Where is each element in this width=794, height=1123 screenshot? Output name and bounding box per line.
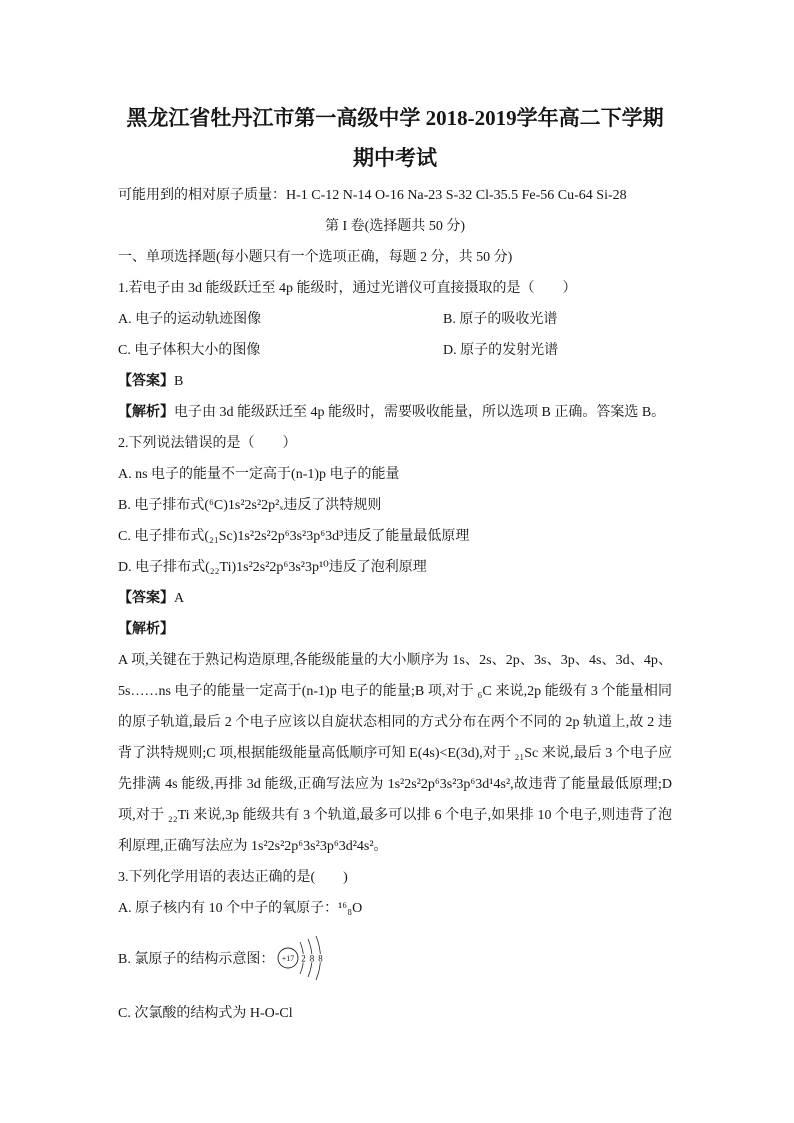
analysis-text: 电子由 3d 能级跃迁至 4p 能级时，需要吸收能量，所以选项 B 正确。答案选 B。 xyxy=(174,405,666,420)
question-1-option-d: D. 原子的发射光谱 xyxy=(443,343,559,358)
question-2 xyxy=(118,428,672,862)
question-2-option-b: B. 电子排布式(⁶C)1s²2s²2p²ₓ违反了洪特规则 xyxy=(118,498,382,513)
answer-value: B xyxy=(174,374,184,389)
question-1-option-b: B. 原子的吸收光谱 xyxy=(443,312,558,327)
question-1-options-row-2 xyxy=(118,335,672,366)
nucleus-charge: +17 xyxy=(282,954,295,963)
analysis-label: 【解析】 xyxy=(118,622,174,637)
question-1-analysis xyxy=(118,397,672,428)
volume-title: 第 I 卷(选择题共 50 分) xyxy=(325,219,465,234)
electron-shell-count-1: 2 xyxy=(301,953,307,964)
exam-title-line2: 期中考试 xyxy=(353,146,437,170)
electron-shell-count-2: 8 xyxy=(310,953,315,964)
question-1 xyxy=(118,273,672,428)
question-2-answer xyxy=(118,583,672,614)
electron-shell-count-3: 8 xyxy=(318,953,324,964)
question-2-option-d: D. 电子排布式(₂₂Ti)1s²2s²2p⁶3s²3p¹⁰违反了泡利原理 xyxy=(118,560,427,575)
question-3-option-a: A. 原子核内有 10 个中子的氧原子：¹⁶₈O xyxy=(118,901,363,916)
question-3-option-b-text: B. 氯原子的结构示意图： xyxy=(118,952,275,967)
question-1-answer xyxy=(118,366,672,397)
part-heading: 一、单项选择题(每小题只有一个选项正确，每题 2 分，共 50 分) xyxy=(118,250,513,265)
question-2-stem: 2.下列说法错误的是（ ） xyxy=(118,436,297,451)
question-3-stem: 3.下列化学用语的表达正确的是( ) xyxy=(118,870,348,885)
answer-label: 【答案】 xyxy=(118,374,174,389)
question-3 xyxy=(118,862,672,1029)
page-content xyxy=(118,98,672,1029)
question-2-option-a: A. ns 电子的能量不一定高于(n-1)p 电子的能量 xyxy=(118,467,400,482)
atomic-masses-note: 可能用到的相对原子质量：H-1 C-12 N-14 O-16 Na-23 S-32 Cl-35.5 Fe-56 Cu-64 Si-28 xyxy=(118,188,627,203)
exam-title xyxy=(118,98,672,178)
exam-title-line1: 黑龙江省牡丹江市第一高级中学 2018-2019学年高二下学期 xyxy=(126,106,664,130)
answer-value: A xyxy=(174,591,185,606)
question-1-options-row-1 xyxy=(118,304,672,335)
question-2-analysis-label xyxy=(118,614,672,645)
question-3-option-c: C. 次氯酸的结构式为 H-O-Cl xyxy=(118,1006,293,1021)
analysis-label: 【解析】 xyxy=(118,405,174,420)
question-1-option-c: C. 电子体积大小的图像 xyxy=(118,343,261,358)
question-3-option-b xyxy=(118,934,672,982)
question-2-option-c: C. 电子排布式(₂₁Sc)1s²2s²2p⁶3s²3p⁶3d³违反了能量最低原理 xyxy=(118,529,470,544)
question-1-option-a: A. 电子的运动轨迹图像 xyxy=(118,312,262,327)
question-2-analysis-text: A 项,关键在于熟记构造原理,各能级能量的大小顺序为 1s、2s、2p、3s、3p、4s、3d、4p、5s……ns 电子的能量一定高于(n-1)p 电子的能量;B 项,对于 ₆C 来说,2p 能级有 3 个能量相同的原子轨道,最后 2 个电子应该以自旋状态相同的方式分布在两个不同的 2p 轨道上,故 2 违背了洪特规则;C 项,根据能级能量高低顺序可知 E(4s)<E(3d),对于 ₂₁Sc 来说,最后 3 个电子应先排满 4s 能级,再排 3d 能级,正确写法应为 1s²2s²2p⁶3s²3p⁶3d¹4s²,故违背了能量最低原理;D 项,对于 ₂₂Ti 来说,3p 能级共有 3 个轨道,最多可以排 6 个电子,如果排 10 个电子,则违背了泡利原理,正确写法应为 1s²2s²2p⁶3s²3p⁶3d²4s²。 xyxy=(118,653,672,854)
question-1-stem: 1.若电子由 3d 能级跃迁至 4p 能级时，通过光谱仪可直接摄取的是（ ） xyxy=(118,281,577,296)
chlorine-atom-structure-diagram xyxy=(276,934,332,982)
answer-label: 【答案】 xyxy=(118,591,174,606)
